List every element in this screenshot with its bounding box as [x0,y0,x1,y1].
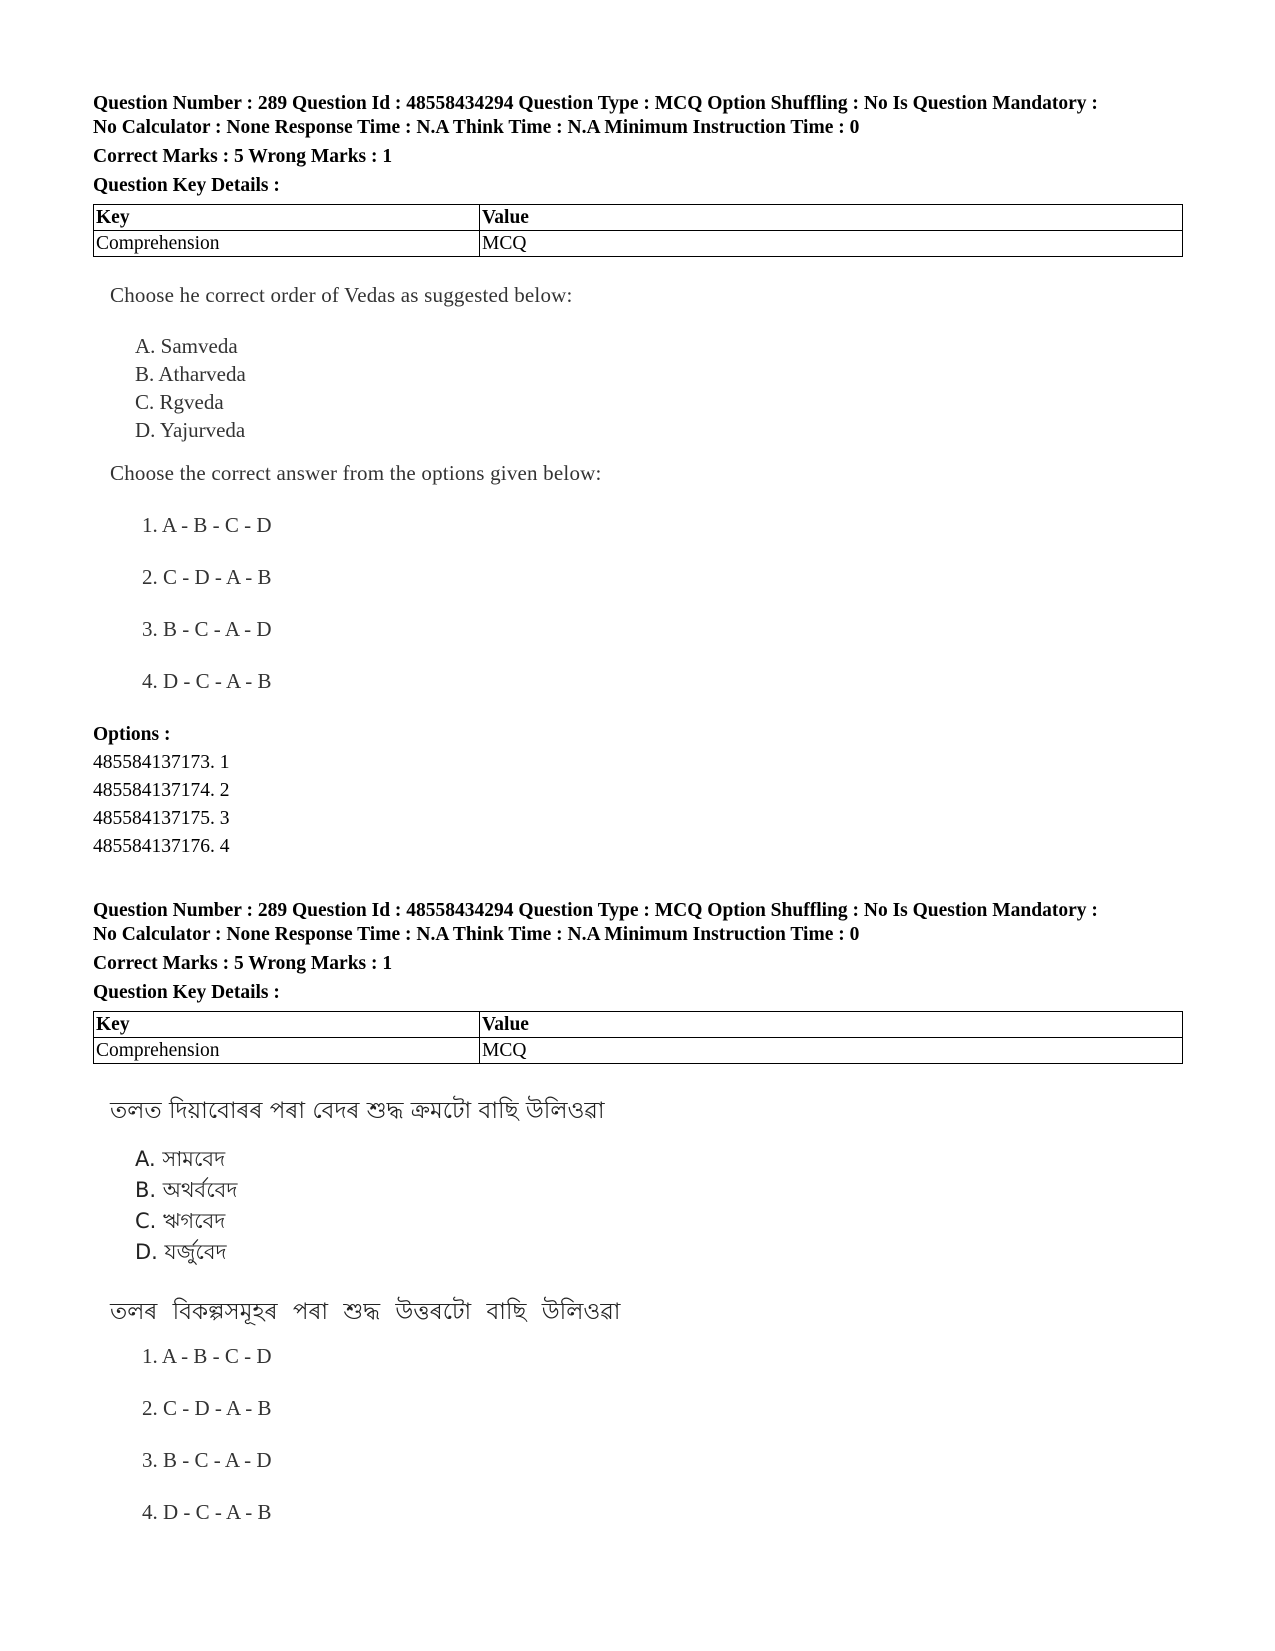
table-cell-value: MCQ [480,231,1183,257]
question-header-1 [93,92,1183,257]
options-label: Options : [93,724,171,745]
table-cell-key: Comprehension [94,1038,480,1064]
question-items-english [110,332,246,444]
choice-2 [110,565,272,589]
table-header-key: Key [94,205,480,231]
choice-text: 2. C - D - A - B [142,565,272,589]
list-item: D. যর্জুবেদ [135,1240,227,1264]
choice-4 [110,669,272,693]
choice-3 [110,617,272,641]
choice-4 [110,1500,272,1524]
key-details-label: Question Key Details : [93,175,280,196]
key-details-table [93,204,1183,257]
question-meta-line-1: Question Number : 289 Question Id : 48558434294 Question Type : MCQ Option Shuffling : No Is Question Mandatory : [93,93,1098,114]
choice-text: 4. D - C - A - B [142,1500,272,1524]
list-item: B. Atharveda [135,362,246,386]
choice-2 [110,1396,272,1420]
list-item: B. অথর্ববেদ [135,1178,238,1202]
key-details-label: Question Key Details : [93,982,280,1003]
question-items-assamese [135,1144,237,1268]
choice-text: 1. A - B - C - D [142,513,272,537]
question-instruction-assamese: তলৰ বিকল্পসমূহৰ পৰা শুদ্ধ উত্তৰটো বাছি উলিওৱা [110,1299,621,1325]
option-line: 485584137174. 2 [93,780,230,801]
question-meta-line-2: No Calculator : None Response Time : N.A Think Time : N.A Minimum Instruction Time : 0 [93,117,860,138]
table-cell-key: Comprehension [94,231,480,257]
question-header-2 [93,899,1183,1064]
table-row [94,1038,1183,1064]
choice-1 [110,513,272,537]
table-header-row [94,205,1183,231]
question-prompt: Choose he correct order of Vedas as suggested below: [110,283,573,307]
table-row [94,231,1183,257]
option-line: 485584137176. 4 [93,836,230,857]
list-item: A. Samveda [135,334,238,358]
marks-line: Correct Marks : 5 Wrong Marks : 1 [93,953,393,974]
table-cell-value: MCQ [480,1038,1183,1064]
list-item: C. Rgveda [135,390,224,414]
choice-text: 3. B - C - A - D [142,617,272,641]
choice-1 [110,1344,272,1368]
question-meta-line-1: Question Number : 289 Question Id : 48558434294 Question Type : MCQ Option Shuffling : No Is Question Mandatory : [93,900,1098,921]
table-header-value: Value [480,1012,1183,1038]
list-item: D. Yajurveda [135,418,246,442]
question-prompt-english [110,283,573,307]
choice-3 [110,1448,272,1472]
choice-text: 4. D - C - A - B [142,669,272,693]
option-line: 485584137173. 1 [93,752,230,773]
question-instruction-english [110,461,602,485]
choice-text: 2. C - D - A - B [142,1396,272,1420]
question-meta-line-2: No Calculator : None Response Time : N.A Think Time : N.A Minimum Instruction Time : 0 [93,924,860,945]
instruction-text: Choose the correct answer from the options given below: [110,461,602,485]
key-details-table [93,1011,1183,1064]
marks-line: Correct Marks : 5 Wrong Marks : 1 [93,146,393,167]
choice-text: 1. A - B - C - D [142,1344,272,1368]
table-header-value: Value [480,205,1183,231]
list-item: A. সামবেদ [135,1147,226,1171]
choice-text: 3. B - C - A - D [142,1448,272,1472]
question-prompt-assamese: তলত দিয়াবোৰৰ পৰা বেদৰ শুদ্ধ ক্রমটো বাছি উলিওৱা [110,1098,605,1124]
list-item: C. ঋগবেদ [135,1209,226,1233]
option-line: 485584137175. 3 [93,808,230,829]
table-header-row [94,1012,1183,1038]
table-header-key: Key [94,1012,480,1038]
